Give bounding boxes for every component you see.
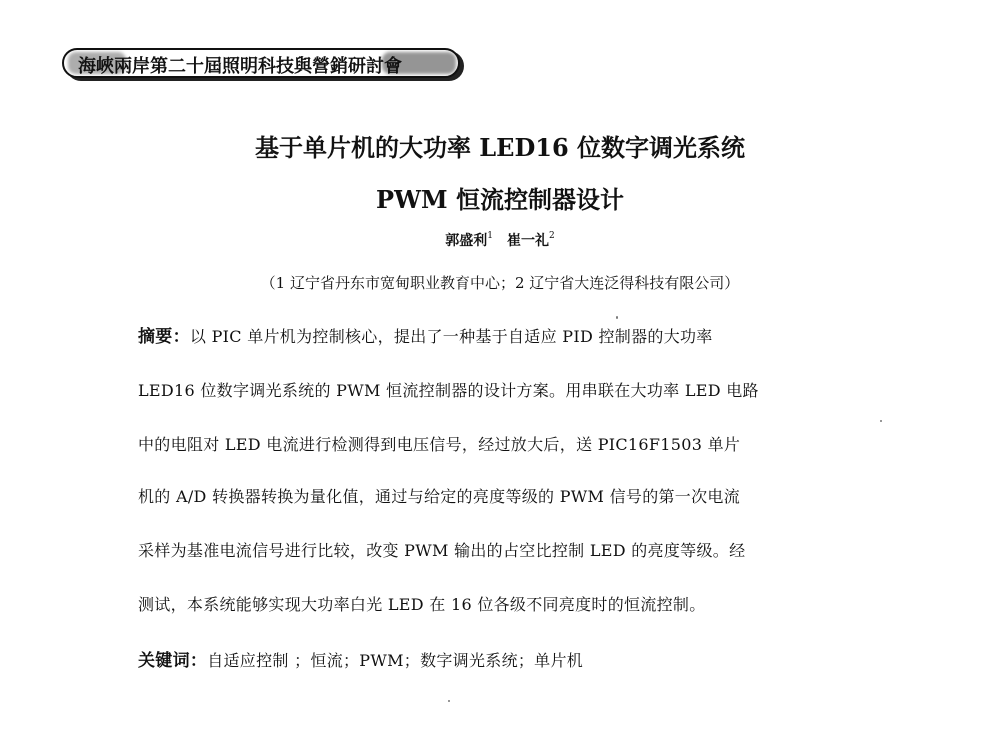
author-1-affiliation-mark: 1 [487, 231, 493, 241]
abstract-text: 以 PIC 单片机为控制核心，提出了一种基于自适应 PID 控制器的大功率 [189, 327, 713, 346]
abstract-line: 机的 A/D 转换器转换为量化值，通过与给定的亮度等级的 PWM 信号的第一次电流 [138, 487, 741, 506]
conference-header-banner [62, 44, 468, 84]
abstract-label: 摘要： [138, 327, 190, 347]
abstract-line: 中的电阻对 LED 电流进行检测得到电压信号，经过放大后，送 PIC16F1503 单片 [138, 435, 741, 454]
author-2-affiliation-mark: 2 [549, 231, 555, 241]
abstract-line [138, 322, 713, 347]
author-affiliations: （1 辽宁省丹东市宽甸职业教育中心；2 辽宁省大连泛得科技有限公司） [260, 274, 740, 292]
abstract-line: 采样为基准电流信号进行比较，改变 PWM 输出的占空比控制 LED 的亮度等级。经 [138, 541, 746, 560]
abstract-line: LED16 位数字调光系统的 PWM 恒流控制器的设计方案。用串联在大功率 LED 电路 [138, 381, 759, 400]
keywords-text: 自适应控制 ；恒流；PWM；数字调光系统；单片机 [207, 651, 584, 670]
paper-title-line-1: 基于单片机的大功率 LED16 位数字调光系统 [254, 133, 746, 162]
author-2-name: 崔一礼 [507, 233, 549, 249]
abstract-line: 测试，本系统能够实现大功率白光 LED 在 16 位各级不同亮度时的恒流控制。 [138, 595, 706, 614]
conference-header-text: 海峽兩岸第二十屆照明科技與營銷研討會 [78, 56, 402, 77]
scan-speck [616, 316, 618, 319]
author-list [0, 230, 1000, 250]
keywords-label: 关键词： [138, 651, 208, 671]
paper-title-line-2: PWM 恒流控制器设计 [376, 185, 624, 214]
author-1-name: 郭盛利 [445, 233, 488, 249]
scan-speck [448, 700, 450, 702]
scan-speck [880, 420, 882, 422]
keywords-line [138, 646, 583, 671]
